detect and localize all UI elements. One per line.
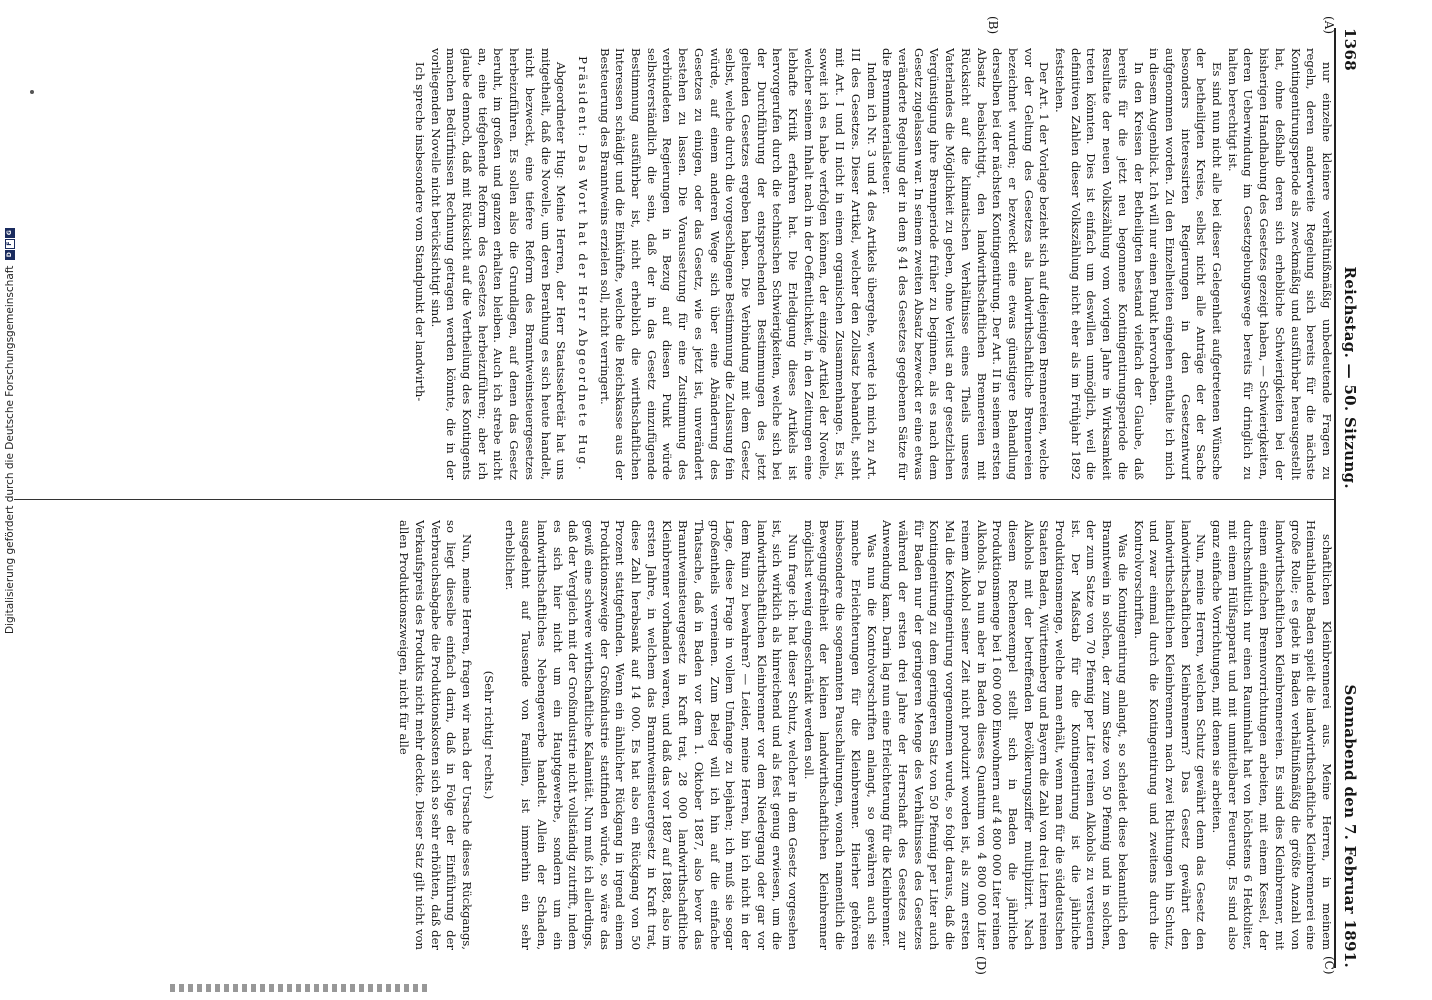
- paragraph: schaftlichen Kleinbrennerei aus. Meine Herren, in meinem Heimathlande Baden spielt die landwirthschaftliche Kleinbrennerei eine große Rolle; es giebt in Baden verhältnißmäßig die größte Anzahl von landwirthschaftlichen Kleinbrennereien. Es sind dies Kleinbrenner, mit einem einfachen Brennvorrichtungen arbeiten, mit einem Kessel, der durchschnittlich nur einen Rauminhalt hat von höchstens 6 Hektoliter, mit einem Hülfsapparat und mit unmittelbarer Feuerung. Es sind also ganz einfache Vorrichtungen, mit denen sie arbeiten.: [1210, 520, 1334, 950]
- header-right-title: Sonnabend den 7. Februar 1891.: [1341, 684, 1359, 968]
- margin-mark-b: (B): [986, 16, 1000, 35]
- paragraph: Was die Kontingentirung anlangt, so scheidet diese bekanntlich den Branntwein in solchen, der zum Satze von 50 Pfennig und in solchen, der zum Satze von 70 Pfennig per Liter reinen Alkohols zu versteuern ist. Der Maßstab für die Kontingentirung ist die jährliche Produktionsmenge, welche man erhält, wenn man für die süddeutschen Staaten Baden, Württemberg und Bayern die Zahl von drei Litern reinen Alkohols mit der betreffenden Bevölkerungsziffer multiplizirt. Nach diesem Rechenexempel stellt sich in Baden die jährliche Produktionsmenge bei 1 600 000 Einwohnern auf 4 800 000 Liter reinen Alkohols. Da nun aber in Baden dieses Quantum von 4 800 000 Liter reinem Alkohol seiner Zeit nicht produzirt worden ist, als zum ersten Mal die Kontingentirung vorgenommen wurde, so folgt daraus, daß die Kontingentirung zu dem geringeren Satz von 50 Pfennig per Liter auch für Baden nur der geringeren Menge des Verhältnisses des Gesetzes während der ersten drei Jahre der Herrschaft des Gesetzes zur Anwendung kam. Darin lag nun eine Erleichterung für die Kleinbrenner.: [880, 520, 1130, 950]
- margin-mark-d: (D): [974, 956, 988, 975]
- scan-speck: [30, 90, 34, 94]
- interjection: (Sehr richtig! rechts.): [481, 670, 496, 800]
- paragraph: Nun, meine Herren, welchen Schutz gewährt denn das Gesetz den landwirthschaftlichen Kleinbrennern? Das Gesetz gewährt den landwirthschaftlichen Kleinbrennern nach zwei Richtungen hin Schutz, und zwar einmal durch die Kontingentirung und zweitens durch die Kontrolvorschriften.: [1131, 520, 1209, 950]
- paragraph: In den Kreisen der Betheiligten bestand vielfach der Glaube, daß bereits für die jetzt neu begonnene Kontingentirungsperiode die Resultate der neuen Volkszählung vom vorigen Jahre in Wirksamkeit treten könnten. Dies ist einfach um deswillen unmöglich, weil die definitiven Zahlen dieser Volkszählung nicht eher als im Frühjahr 1892 feststehen.: [1053, 48, 1146, 480]
- right-text-column: [12, 520, 1334, 950]
- paragraph: Nun frage ich: hat dieser Schutz, welcher in dem Gesetz vorgesehen ist, sich wirklich als hinreichend und als fest genug erwiesen, um die landwirthschaftlichen Kleinbrenner vor dem Niedergang oder gar vor dem Ruin zu bewahren? — Leider, meine Herren, bin ich nicht in der Lage, diese Frage in vollem Umfange zu bejahen; ich muß sie sogar großentheils verneinen. Zum Beleg will ich hin auf die einfache Thatsache, daß in Baden vor dem 1. Oktober 1887, also bevor das Branntweinsteuergesetz in Kraft trat, 28 000 landwirthschaftliche Kleinbrenner vorhanden waren, und daß das vor 1887 auf 1888, also im ersten Jahre, in welchem das Branntweinsteuergesetz in Kraft trat, diese Zahl herabsank auf 14 000. Es hat also ein Rückgang von 50 Prozent stattgefunden. Wenn ein ähnlicher Rückgang in irgend einem Produktionszweige der Großindustrie stattfinden würde, so wäre das gewiß eine schwere wirthschaftliche Kalamität. Nun muß ich allerdings, daß der Vergleich mit der Großindustrie nicht vollständig zutrifft, indem es sich hier nicht um ein Hauptgewerbe, sondern um ein landwirthschaftliches Nebengewerbe handelt. Allein der Schaden, ausgedehnt auf Tausende von Familien, ist immerhin ein sehr erheblicher.: [503, 520, 801, 950]
- dfg-logo-letter: D: [5, 250, 15, 260]
- speech-paragraph: Ich spreche insbesondere vom Standpunkt der landwirth-: [412, 62, 427, 402]
- paragraph: Der Art. 1 der Vorlage bezieht sich auf diejenigen Brennereien, welche vor der Geltung des Gesetzes als landwirthschaftliche Brennereien bezeichnet wurden; er bezweckt eine etwas günstigere Behandlung derselben bei der nächsten Kontingentirung. Der Art. II in seinem ersten Absatz beabsichtigt, den landwirthschaftlichen Brennereien mit Rücksicht auf die klimatischen Verhältnisse eines Theils unseres Vaterlandes die Möglichkeit zu geben, ohne Verlust an der gesetzlichen Vergünstigung ihre Brennperiode früher zu beginnen, als es nach dem Gesetz zugelassen war. In seinem zweiten Absatz bezweckt er eine etwas veränderte Regelung der in dem § 41 des Gesetzes gegebenen Sätze für die Brennmaterialsteuer.: [880, 48, 1052, 480]
- dfg-logo-letter: F: [5, 239, 15, 249]
- dfg-logo-letter: G: [5, 228, 15, 238]
- page-number: 1368: [1341, 28, 1359, 71]
- left-text-column: [12, 48, 1334, 480]
- scanned-newspaper-page: [0, 8, 1372, 988]
- paragraph: Es sind nun nicht alle bei dieser Gelegenheit aufgetretenen Wünsche der betheiligten Kreise, selbst nicht alle Anträge der der Sache besonders interessirten Regierungen in den Gesetzentwurf aufgenommen worden. Zu den Einzelheiten eingehen enthalte ich mich in diesem Augenblick. Ich will nur einen Punkt hervorheben.: [1147, 48, 1225, 480]
- paragraph: Was nun die Kontrolvorschriften anlangt, so gewähren auch sie manche Erleichterungen für die Kleinbrenner. Hierher gehören insbesondere die sogenannten Pauschalirungen, wonach namentlich die Bewegungsfreiheit der kleinen landwirthschaftlichen Kleinbrenner möglichst wenig eingeschränkt werden soll.: [801, 520, 879, 950]
- president-line: Präsident: Das Wort hat der Herr Abgeordnete Hug.: [575, 56, 590, 472]
- speech-paragraph: Abgeordneter Hug: Meine Herren, der Herr Staatssekretär hat uns mitgetheilt, daß die Novelle, um deren Berathung es sich heute handelt, nicht bezweckt, eine tiefere Reform des Branntweinsteuergesetzes herbeizuführen. Es sollen also die Grundlagen, auf denen das Gesetz beruht, im großen und ganzen erhalten bleiben. Auch ich strebe nicht an, eine tiefgehende Reform des Gesetzes herbeizuführen; aber ich glaube dennoch, daß mit Rücksicht auf die Vertheilung des Kontingents manchen Bedürfnissen Rechnung getragen werden könnte, die in der vorliegenden Novelle nicht berücksichtigt sind.: [428, 48, 569, 480]
- paragraph: nur einzelne kleinere verhältnißmäßig unbedeutende Fragen zu regeln, deren anderweite Regelung sich bereits für die nächste Kontingentirungsperiode als zweckmäßig und ausführbar herausgestellt hat, ohne deßhalb deren sich erhebliche Schwierigkeiten bei der bisherigen Handhabung des Gesetzes gezeigt haben, — Schwierigkeiten, deren Ueberwindung im Gesetzgebungswege bereits für dringlich zu halten berechtigt ist.: [1225, 48, 1334, 480]
- digitization-note: Digitalisierung gefördert durch die Deutsche Forschungsgemeinschaft: [4, 265, 16, 634]
- header-left-title: Reichstag. — 50. Sitzung.: [1341, 266, 1359, 489]
- paragraph: Nun, meine Herren, fragen wir nach der Ursache dieses Rückgangs, so liegt dieselbe einfach darin, daß in Folge der Einführung der Verbrauchsabgabe die Produktionskosten sich so sehr erhöhten, daß der Verkaufspreis des Produkts nicht mehr deckte. Dieser Satz gilt nicht von allen Produktionszweigen, nicht für alle: [397, 520, 475, 950]
- margin-mark-a: (A): [1322, 16, 1336, 35]
- column-divider: [14, 499, 1334, 500]
- scan-edge-artifact: [170, 984, 430, 992]
- paragraph: Indem ich Nr. 3 und 4 des Artikels übergehe, werde ich mich zu Art. III des Gesetzes. Dieser Artikel, welcher den Zollsatz behandelt, steht mit Art. I und II nicht in einem organischen Zusammenhange. Es ist, soweit ich es habe verfolgen können, der einzige Artikel der Novelle, welcher seinem Inhalt nach in der Oeffentlichkeit, in den Zeitungen eine lebhafte Kritik erfahren hat. Die Erledigung dieses Artikels ist hervorgerufen durch die technischen Schwierigkeiten, welche sich bei der Durchführung der entsprechenden Bestimmungen des jetzt geltenden Gesetzes ergeben haben. Die Verbindung mit dem Gesetz selbst, welche durch die vorgeschlagene Bestimmung die Zulassung fein würde, auf einem anderen Wege sich über eine Abänderung des Gesetzes zu einigen, oder das Gesetz, wie es jetzt ist, unverändert bestehen zu lassen. Die Voraussetzung für eine Zustimmung des verbündeten Regierungen in Bezug auf diesen Punkt würde selbstverständlich die sein, daß der in das Gesetz einzufügende Bestimmung ausführbar ist, nicht erheblich die wirthschaftlichen Interessen schädigt und die Einkünfte, welche die Reichskasse aus der Besteuerung des Branntweins erzielen soll, nicht verringert.: [597, 48, 879, 480]
- digitization-credit: [4, 228, 16, 634]
- page-header: [1338, 28, 1362, 968]
- header-rule: [1334, 28, 1336, 968]
- margin-mark-c: (C): [1322, 956, 1336, 975]
- dfg-logo-icon: [5, 228, 15, 260]
